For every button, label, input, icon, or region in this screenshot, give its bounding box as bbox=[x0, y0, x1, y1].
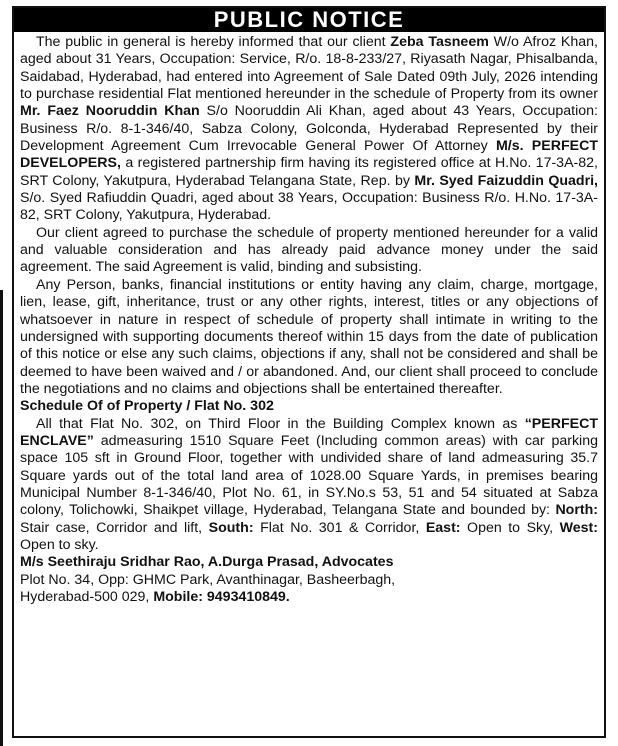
boundary-east-label: East: bbox=[425, 519, 461, 536]
text-span: Flat No. 301 & Corridor, bbox=[253, 519, 426, 536]
paragraph-agreement bbox=[20, 34, 598, 225]
advocates-line bbox=[20, 554, 598, 571]
notice-body bbox=[14, 32, 604, 606]
paragraph-schedule bbox=[20, 416, 598, 555]
address-city: Hyderabad-500 029, bbox=[20, 589, 154, 605]
text-span: The public in general is hereby informed that our client bbox=[36, 34, 391, 50]
paragraph-consideration: Our client agreed to purchase the schedule of property mentioned hereunder for a valid and valuable consideration and has already paid advance money under the said agreement. The said Agreement is valid, binding and subsisting. bbox=[20, 224, 598, 276]
address-line-2 bbox=[20, 589, 598, 606]
text-span: Open to Sky, bbox=[460, 519, 560, 536]
boundary-west-label: West: bbox=[559, 519, 598, 536]
developer-name: M/s. PERFECT DEVELOPERS, bbox=[20, 138, 598, 172]
text-span: Open to sky. bbox=[20, 536, 99, 553]
text-span: a registered partnership firm having its registered office at H.No. 17-3A-82, SRT Colony, Yakutpura, Hyderabad Telangana State, Rep. by bbox=[20, 155, 598, 189]
text-span: Stair case, Corridor and lift, bbox=[20, 519, 209, 536]
text-span: All that Flat No. 302, on Third Floor in the Building Complex known as bbox=[36, 415, 525, 432]
text-span: admeasuring 1510 Square Feet (Including common areas) with car parking space 105 sft in Ground Floor, together with undivided share of land admeasuring 35.7 Square yards out of the total land area of 1028.00 Square Yards, in premises bearing Municipal Number 8-1-346/40, Plot No. 61, in SY.No.s 53, 51 and 54 situated at Sabza colony, Tolichowki, Shaikpet village, Hyderabad, Telangana State and bounded by: bbox=[20, 432, 598, 519]
schedule-heading bbox=[20, 398, 598, 415]
owner-name: Mr. Faez Nooruddin Khan bbox=[20, 103, 200, 120]
advocates-name: M/s Seethiraju Sridhar Rao, A.Durga Prasad, Advocates bbox=[20, 554, 394, 571]
schedule-heading-text: Schedule Of of Property / Flat No. 302 bbox=[20, 398, 274, 415]
notice-title: PUBLIC NOTICE bbox=[14, 8, 604, 32]
address-line-1: Plot No. 34, Opp: GHMC Park, Avanthinagar, Basheerbagh, bbox=[20, 571, 396, 588]
client-name: Zeba Tasneem bbox=[390, 34, 489, 50]
column-divider bbox=[0, 290, 3, 746]
text-span: W/o Afroz Khan, aged about 31 Years, Occupation: Service, R/o. 18-8-233/27, Riyasath Nagar, Phisalbanda, Saidabad, Hyderabad, had entered into Agreement of Sale Dated 09th July, 2026 intending to purchase residential Flat mentioned hereunder in the schedule of Property from its owner bbox=[20, 34, 598, 103]
mobile-number: Mobile: 9493410849. bbox=[153, 589, 290, 605]
boundary-south-label: South: bbox=[208, 519, 254, 536]
paragraph-objections: Any Person, banks, financial institutions or entity having any claim, charge, mortgage, lien, lease, gift, inheritance, trust or any other rights, interest, titles or any objections of whatsoever in nature in respect of schedule of property shall intimate in writing to the undersigned with supporting documents thereof within 15 days from the date of publication of this notice or else any such claims, objections if any, shall not be considered and shall be deemed to have been waived and / or abandoned. And, our client shall proceed to conclude the negotiations and no claims and objections shall be entertained thereafter. bbox=[20, 276, 598, 397]
representative-name: Mr. Syed Faizuddin Quadri, bbox=[414, 172, 598, 189]
building-name: “PERFECT ENCLAVE” bbox=[20, 415, 598, 449]
text-span: S/o. Syed Rafiuddin Quadri, aged about 38 Years, Occupation: Business R/o. H.No. 17-3A-82, SRT Colony, Yakutpura, Hyderabad. bbox=[20, 190, 598, 224]
public-notice-box bbox=[12, 6, 606, 738]
boundary-north-label: North: bbox=[555, 502, 598, 519]
text-span: S/o Nooruddin Ali Khan, aged about 43 Years, Occupation: Business R/o. 8-1-346/40, Sabza Colony, Golconda, Hyderabad Represented by their Development Agreement Cum Irrevocable General Power Of Attorney bbox=[20, 103, 598, 155]
